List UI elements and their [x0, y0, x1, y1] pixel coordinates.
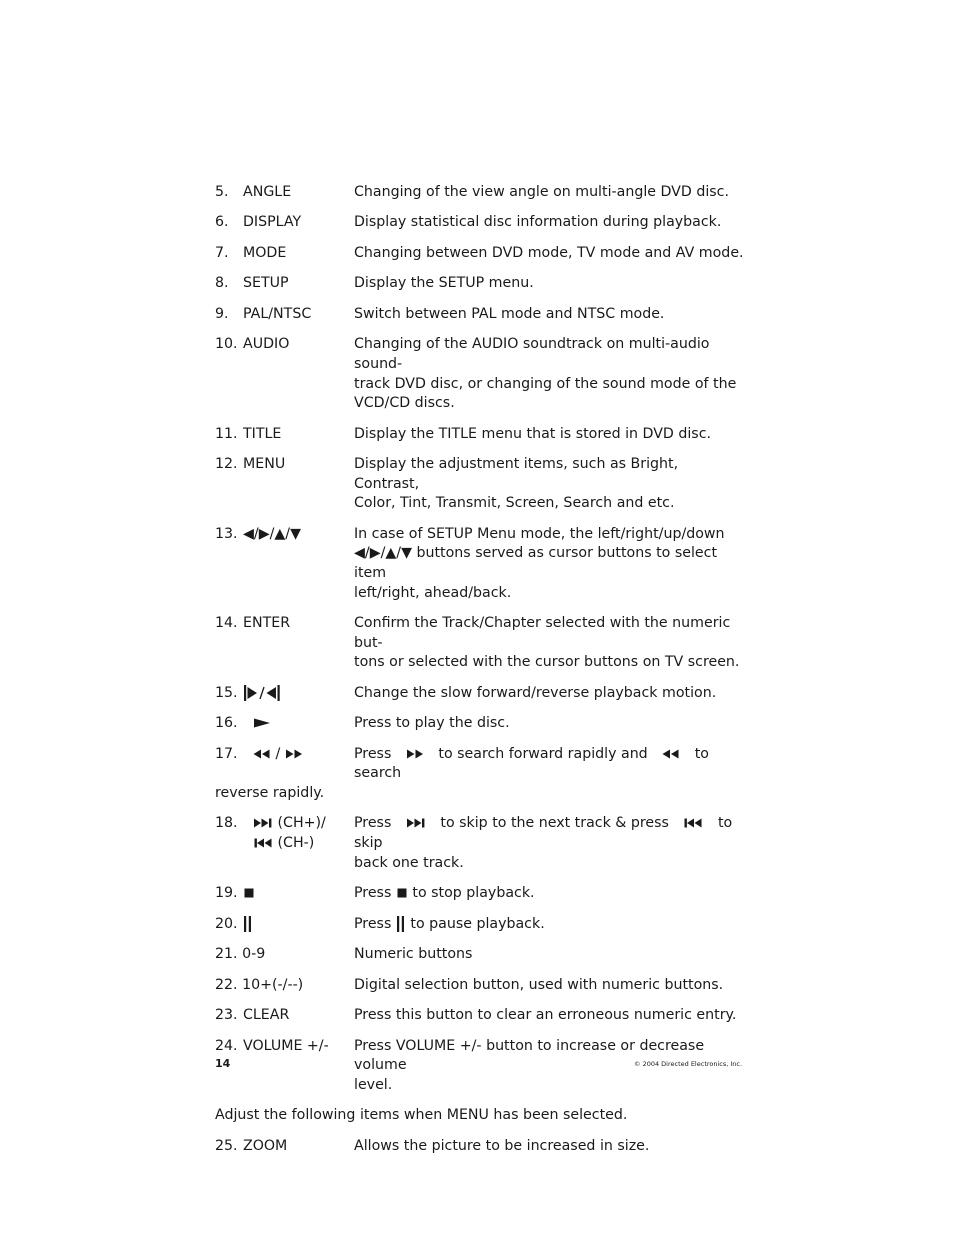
- key-separator: /: [275, 745, 281, 762]
- list-item-angle: [215, 183, 745, 203]
- item-number: 25.: [215, 1137, 238, 1154]
- list-item-play: [215, 714, 745, 734]
- list-item-digital-selection: [215, 976, 745, 996]
- item-key: ENTER: [243, 615, 291, 632]
- list-item-setup: [215, 274, 745, 294]
- item-description: Press to search forward rapidly and to search: [354, 745, 709, 782]
- item-key: CLEAR: [243, 1007, 290, 1024]
- item-description: Digital selection button, used with numeric buttons.: [354, 976, 724, 993]
- item-description: Display the SETUP menu.: [354, 275, 534, 292]
- item-description: Press this button to clear an erroneous numeric entry.: [354, 1007, 737, 1024]
- skip-next-icon: [253, 818, 273, 828]
- item-description: Press VOLUME +/- button to increase or decrease volume level.: [354, 1037, 705, 1093]
- item-description: Changing of the AUDIO soundtrack on multi-audio sound- track DVD disc, or changing of the sound mode of the VCD/CD discs.: [354, 336, 737, 412]
- list-item-enter: [215, 614, 745, 673]
- slow-forward-reverse-icon: [243, 684, 354, 704]
- stop-icon: [243, 884, 354, 904]
- item-number: 9.: [215, 305, 229, 322]
- item-number: 17.: [215, 745, 238, 762]
- arrow-keys-icon: ◀/▶/▲/▼: [243, 525, 301, 542]
- rewind-icon: [662, 749, 680, 759]
- item-number: 19.: [215, 885, 238, 902]
- item-key: MODE: [243, 244, 287, 261]
- fast-forward-icon: [285, 749, 303, 759]
- list-item-zoom: [215, 1137, 745, 1157]
- item-description: Changing of the view angle on multi-angle DVD disc.: [354, 184, 729, 200]
- list-item-clear: [215, 1006, 745, 1026]
- list-item-search: [215, 745, 745, 804]
- skip-next-icon: [406, 818, 426, 828]
- list-item-skip: 18. (CH+)/ (CH-) Press to skip to the next track & press to skip back one track.: [215, 814, 745, 873]
- menu-note: Adjust the following items when MENU has been selected.: [215, 1107, 628, 1124]
- list-item-audio: [215, 335, 745, 413]
- item-key: AUDIO: [243, 336, 290, 353]
- item-description: Numeric buttons: [354, 946, 473, 963]
- item-description: Allows the picture to be increased in size.: [354, 1137, 650, 1154]
- item-description: Changing between DVD mode, TV mode and AV mode.: [354, 244, 744, 261]
- item-description: Press to skip to the next track & press to skip back one track.: [354, 815, 733, 871]
- item-description: Press to pause playback.: [354, 915, 545, 932]
- item-key: DISPLAY: [243, 214, 302, 231]
- item-number: 18.: [215, 815, 238, 832]
- item-description: Display the adjustment items, such as Bright, Contrast, Color, Tint, Transmit, Screen, Search and etc.: [354, 456, 679, 512]
- item-number: 14.: [215, 615, 238, 632]
- item-description: In case of SETUP Menu mode, the left/right/up/down ◀/▶/▲/▼ buttons served as cursor buttons to select item left/right, ahead/back.: [354, 525, 725, 601]
- list-item-pause: [215, 915, 745, 935]
- list-item-display: [215, 213, 745, 233]
- item-description: Switch between PAL mode and NTSC mode.: [354, 305, 665, 322]
- item-key: SETUP: [243, 275, 289, 292]
- item-number: 7.: [215, 244, 229, 261]
- skip-previous-icon: [253, 838, 273, 848]
- list-item-pal-ntsc: [215, 305, 745, 325]
- arrow-keys-icon: ◀/▶/▲/▼: [354, 545, 412, 562]
- page-number: 14: [215, 1057, 231, 1070]
- list-item-mode: [215, 244, 745, 264]
- list-item-cursor-buttons: [215, 525, 745, 603]
- item-number: 22. 10+(-/--): [215, 976, 304, 993]
- item-number: 13.: [215, 525, 238, 542]
- list-item-menu: [215, 455, 745, 514]
- copyright-notice: © 2004 Directed Electronics, Inc.: [634, 1060, 743, 1068]
- item-number: 5.: [215, 184, 229, 200]
- item-key: ANGLE: [243, 184, 292, 200]
- item-description: Confirm the Track/Chapter selected with the numeric but- tons or selected with the cursor buttons on TV screen.: [354, 615, 740, 671]
- item-number: 21. 0-9: [215, 946, 266, 963]
- item-description-wrap: reverse rapidly.: [215, 784, 325, 801]
- item-description: Press to stop playback.: [354, 885, 535, 902]
- item-number: 16.: [215, 715, 238, 732]
- item-key: VOLUME +/-: [243, 1037, 329, 1054]
- list-item-numeric: [215, 945, 745, 965]
- item-number: 11.: [215, 425, 238, 442]
- item-number: 15.: [215, 684, 238, 701]
- item-key: PAL/NTSC: [243, 305, 312, 322]
- list-item-slow-motion: [215, 684, 745, 704]
- item-number: 8.: [215, 275, 229, 292]
- item-description: Display statistical disc information during playback.: [354, 214, 722, 231]
- list-item-title: [215, 425, 745, 445]
- item-description: Press to play the disc.: [354, 715, 510, 732]
- fast-forward-icon: [406, 749, 424, 759]
- play-icon: [243, 714, 354, 734]
- item-key: ZOOM: [243, 1137, 288, 1154]
- item-number: 6.: [215, 214, 229, 231]
- button-function-list: [215, 183, 745, 1167]
- skip-previous-icon: [683, 818, 703, 828]
- item-key: TITLE: [243, 425, 282, 442]
- pause-icon: [396, 915, 406, 933]
- pause-icon: [243, 915, 354, 935]
- item-number: 24.: [215, 1037, 238, 1054]
- item-description: Change the slow forward/reverse playback motion.: [354, 684, 717, 701]
- rewind-icon: [253, 749, 271, 759]
- item-description: Display the TITLE menu that is stored in DVD disc.: [354, 425, 712, 442]
- item-number: 20.: [215, 915, 238, 932]
- item-key: MENU: [243, 456, 286, 473]
- item-number: 10.: [215, 336, 238, 353]
- item-number: 23.: [215, 1007, 238, 1024]
- stop-icon: [396, 887, 408, 899]
- list-item-stop: [215, 884, 745, 904]
- item-number: 12.: [215, 456, 238, 473]
